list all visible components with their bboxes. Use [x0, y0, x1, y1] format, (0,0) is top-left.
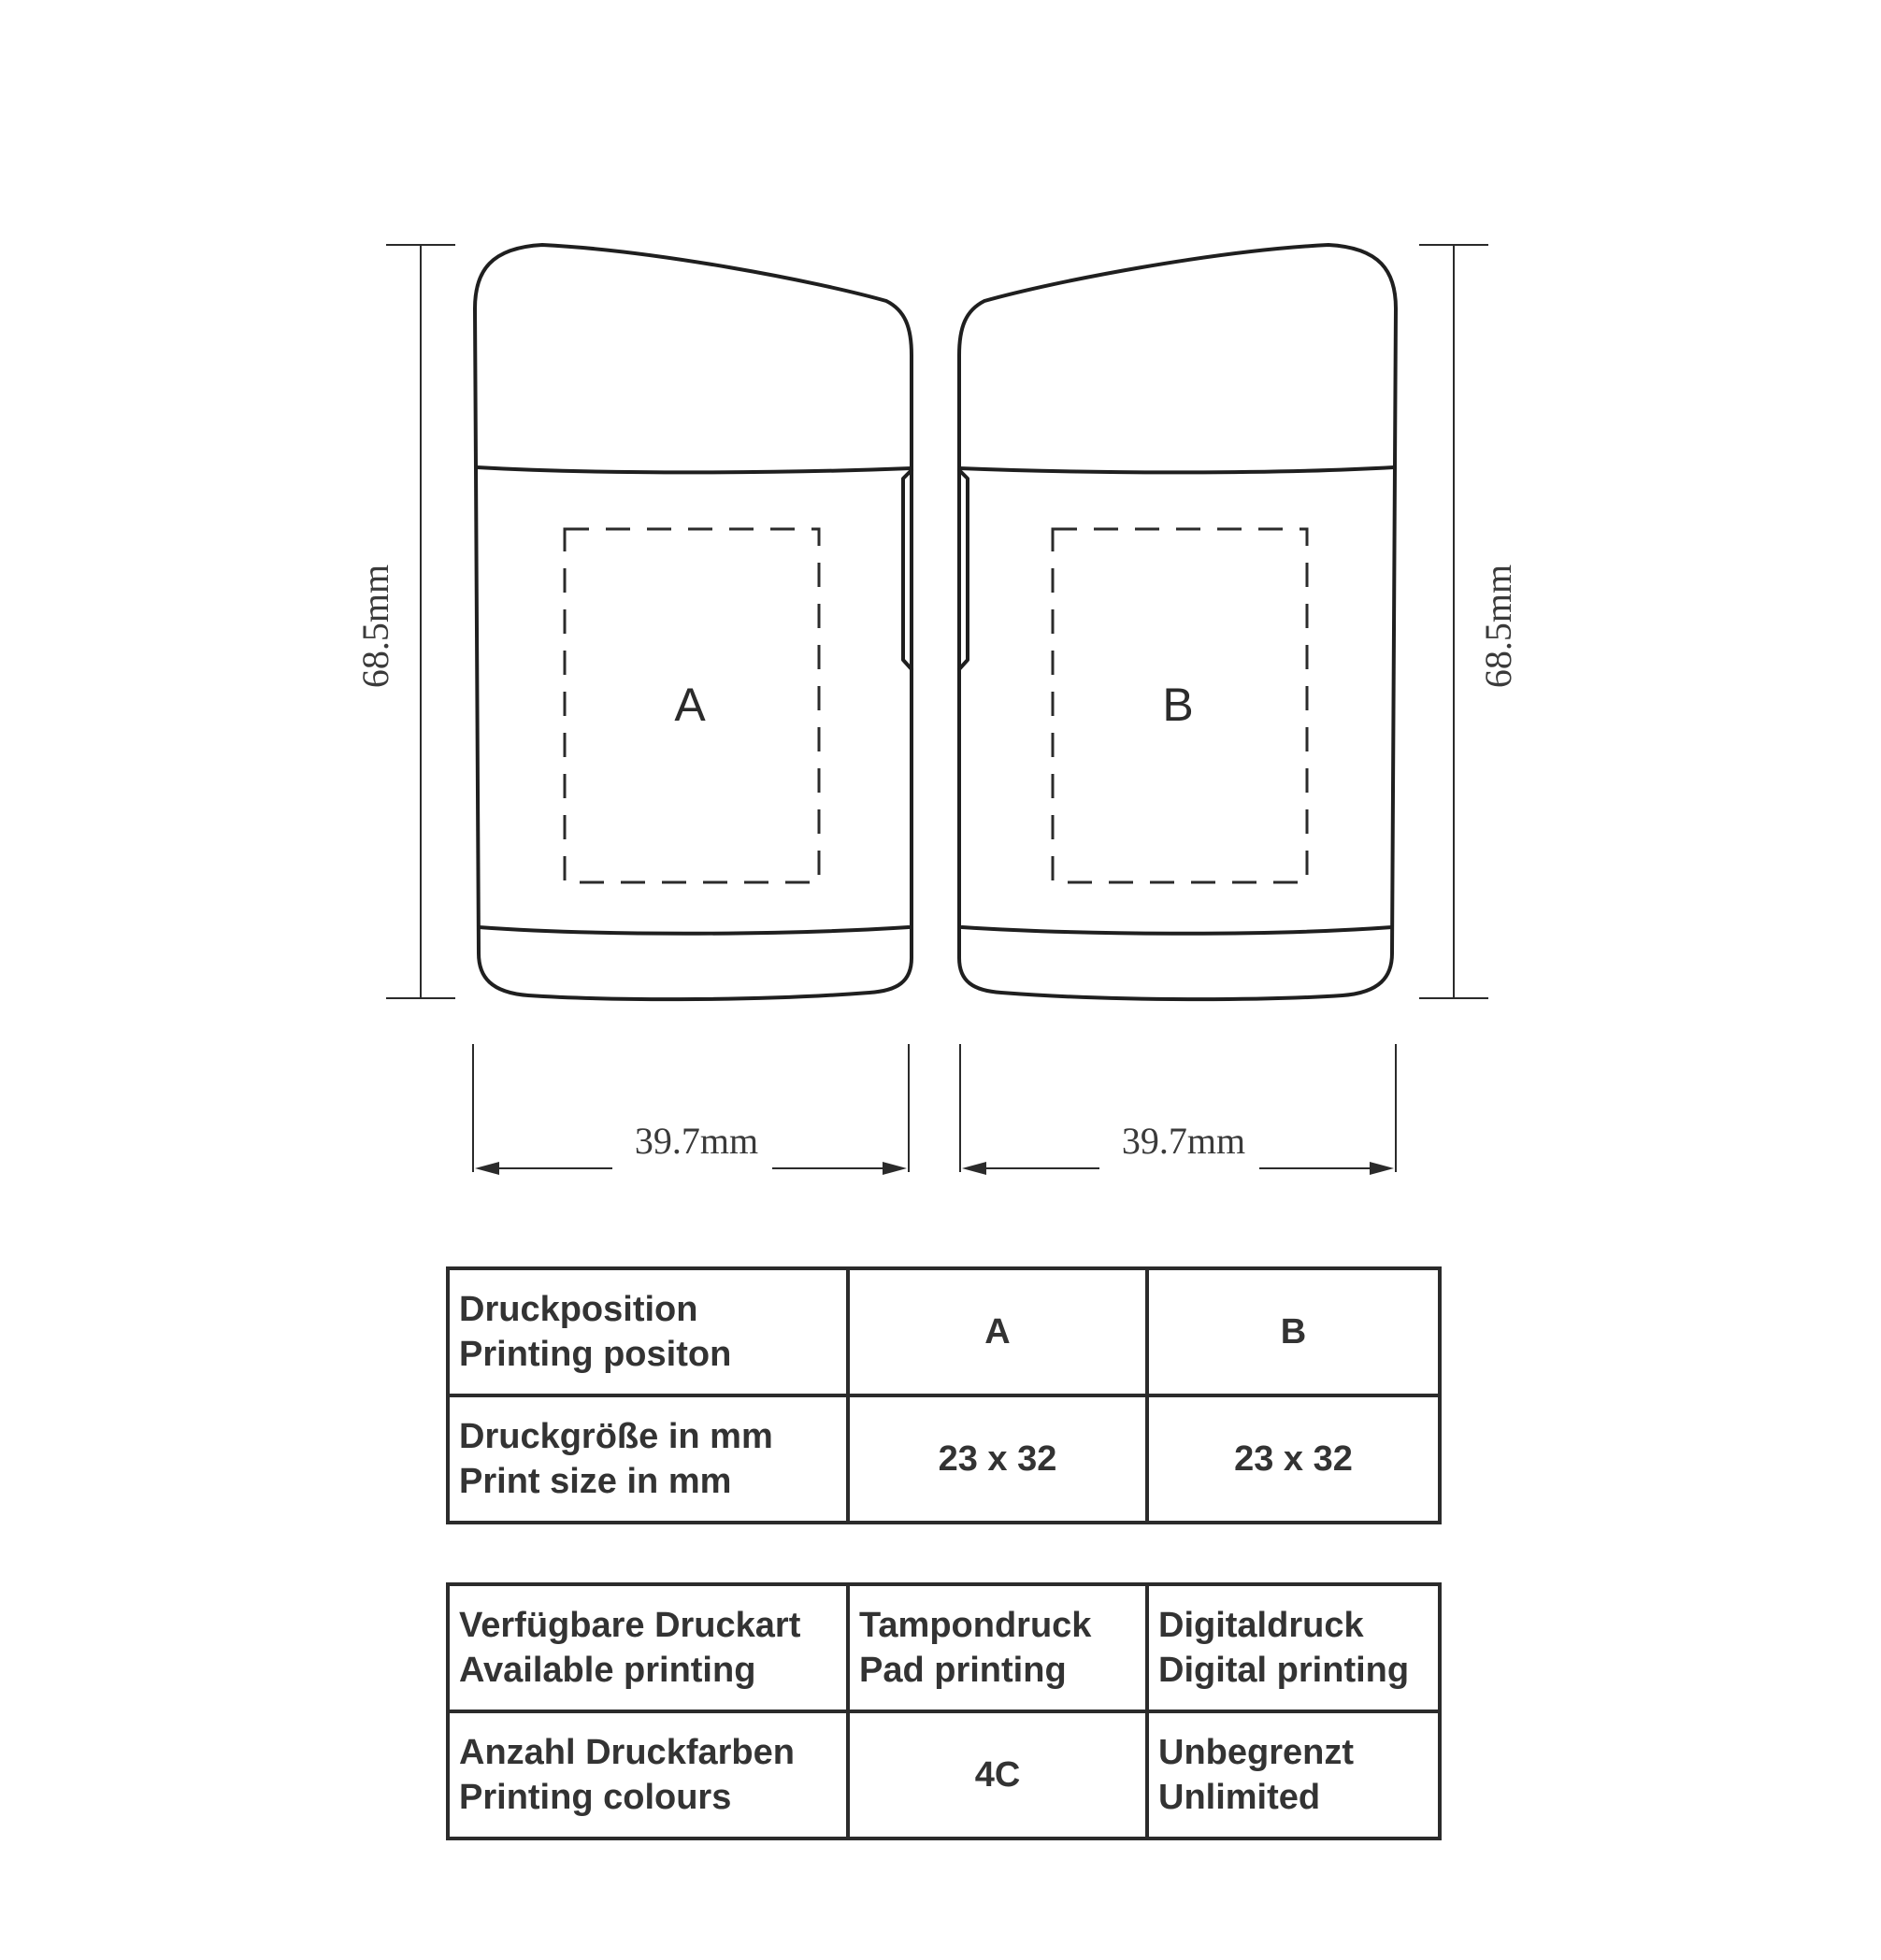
printing-colours-b: Unbegrenzt Unlimited	[1147, 1711, 1440, 1838]
lighter-b-cap-line	[959, 467, 1394, 472]
print-area-a-letter: A	[674, 679, 706, 731]
lighter-a-cap-line	[477, 467, 912, 472]
height-dimension-right	[1419, 245, 1519, 998]
print-position-label: Druckposition Printing positon	[448, 1268, 848, 1395]
printing-method-label: Verfügbare Druckart Available printing	[448, 1584, 848, 1711]
width-dimension-right	[960, 1044, 1396, 1175]
print-position-b: B	[1147, 1268, 1440, 1395]
print-position-a: A	[848, 1268, 1147, 1395]
printing-method-a: Tampondruck Pad printing	[848, 1584, 1147, 1711]
print-area-b-letter: B	[1162, 679, 1194, 731]
table-row-printing-method	[448, 1584, 1440, 1711]
lighter-back-b	[959, 245, 1396, 999]
width-label-left: 39.7mm	[634, 1120, 759, 1162]
lighter-a-base-line	[479, 927, 909, 934]
printing-colours-a: 4C	[848, 1711, 1147, 1838]
width-dimension-left	[473, 1044, 909, 1175]
lighter-b-base-line	[962, 927, 1392, 934]
lighter-front-a	[475, 245, 912, 999]
height-dimension-left	[354, 245, 455, 998]
table-row-print-position	[448, 1268, 1440, 1395]
table-row-print-size	[448, 1395, 1440, 1523]
printing-method-table	[446, 1582, 1442, 1840]
printing-method-b: Digitaldruck Digital printing	[1147, 1584, 1440, 1711]
lighter-a-outline	[475, 245, 912, 999]
print-size-label: Druckgröße in mm Print size in mm	[448, 1395, 848, 1523]
print-position-table	[446, 1266, 1442, 1524]
print-size-a: 23 x 32	[848, 1395, 1147, 1523]
lighter-b-outline	[959, 245, 1396, 999]
height-label-left: 68.5mm	[354, 564, 396, 689]
width-label-right: 39.7mm	[1121, 1120, 1246, 1162]
printing-colours-label: Anzahl Druckfarben Printing colours	[448, 1711, 848, 1838]
height-label-right: 68.5mm	[1477, 564, 1519, 689]
table-row-printing-colours	[448, 1711, 1440, 1838]
print-size-b: 23 x 32	[1147, 1395, 1440, 1523]
